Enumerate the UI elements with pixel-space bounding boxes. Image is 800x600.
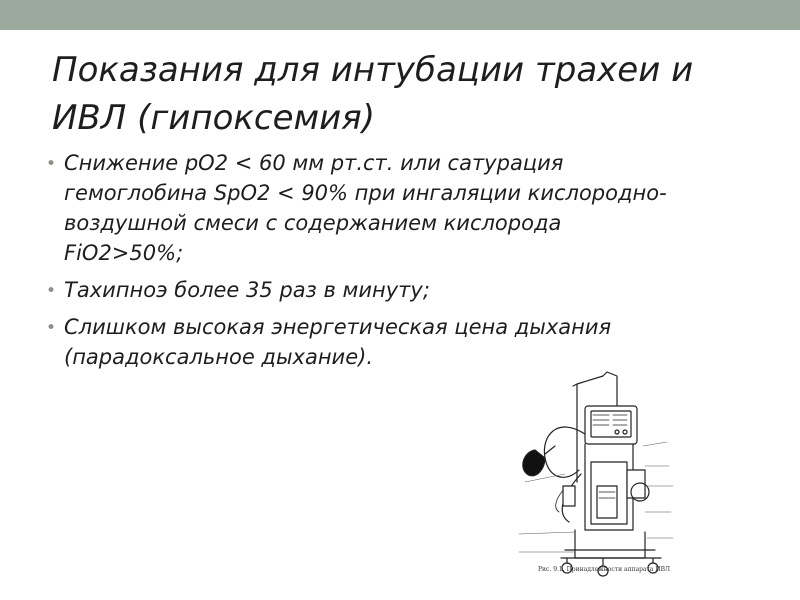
- bullet-line: воздушной смеси с содержанием кислорода: [64, 211, 562, 235]
- bullet-line: (парадоксальное дыхание).: [64, 345, 373, 369]
- title-line: ИВЛ (гипоксемия): [52, 98, 375, 138]
- slide-title: [52, 46, 772, 142]
- bullet-line: Снижение pO2 < 60 мм рт.ст. или сатурация: [64, 151, 564, 175]
- bullet-text: [64, 275, 766, 305]
- bullet-line: гемоглобина SpO2 < 90% при ингаляции кислородно-: [64, 181, 667, 205]
- figure-caption: Рис. 9.1. Принадлежности аппарата ИВЛ: [538, 566, 671, 573]
- top-bar: [0, 0, 800, 30]
- bullet-line: FiO2>50%;: [64, 241, 184, 265]
- bullet-marker: •: [46, 281, 57, 301]
- bullet-line: Тахипноэ более 35 раз в минуту;: [64, 278, 430, 302]
- bullet-line: Слишком высокая энергетическая цена дыхания: [64, 315, 612, 339]
- bullet-item-hypoxemia: [46, 148, 766, 268]
- bullet-text: [64, 148, 766, 268]
- bullet-marker: •: [46, 318, 57, 338]
- title-line: Показания для интубации трахеи и: [52, 50, 694, 90]
- bullet-marker: •: [46, 154, 57, 174]
- bullet-item-tachypnea: [46, 275, 766, 305]
- ventilator-illustration: [505, 362, 685, 584]
- bullet-list: [46, 148, 766, 379]
